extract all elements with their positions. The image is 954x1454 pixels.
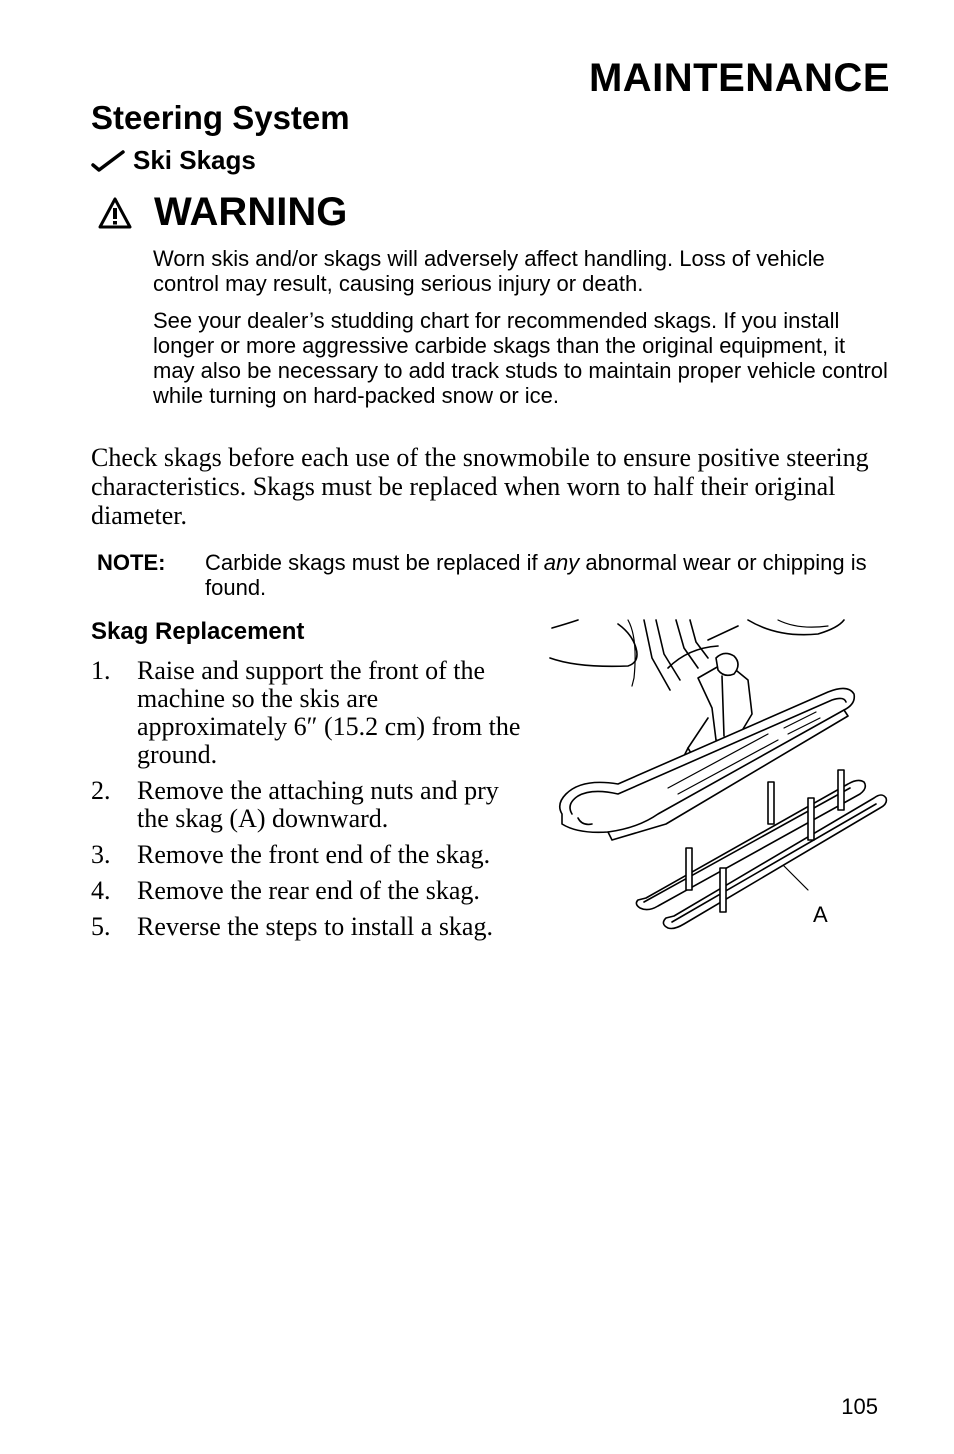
step-item	[91, 841, 531, 869]
step-number: 1.	[91, 656, 111, 685]
page-number: 105	[841, 1394, 878, 1419]
section-title: MAINTENANCE	[588, 56, 890, 100]
step-item	[91, 657, 531, 769]
step-text: Remove the front end of the skag.	[137, 840, 491, 869]
step-text: Raise and support the front of the machine so the skis are approximately 6″ (15.2 cm) from the ground.	[137, 656, 521, 769]
step-number: 2.	[91, 776, 111, 805]
note-label: NOTE:	[97, 550, 166, 575]
warning-triangle-icon	[98, 197, 132, 229]
step-text: Reverse the steps to install a skag.	[137, 912, 493, 941]
body-paragraph: Check skags before each use of the snowmobile to ensure positive steering characteristics. Skags must be replaced when worn to half their original diameter.	[91, 443, 869, 530]
warning-label: WARNING	[154, 190, 348, 234]
warning-paragraph: See your dealer’s studding chart for recommended skags. If you install longer or more aggressive carbide skags than the original equipment, it may also be necessary to add track studs to maintain proper vehicle control while turning on hard-packed snow or ice.	[153, 308, 888, 408]
step-number: 5.	[91, 912, 111, 941]
procedure-steps	[91, 657, 531, 949]
note-emphasis: any	[543, 550, 580, 575]
step-number: 3.	[91, 840, 111, 869]
ski-skag-illustration	[548, 618, 888, 948]
checkmark-icon	[91, 149, 125, 173]
step-number: 4.	[91, 876, 111, 905]
step-item	[91, 777, 531, 833]
note-text-end: abnormal wear or chipping is found.	[205, 550, 867, 600]
step-text: Remove the rear end of the skag.	[137, 876, 480, 905]
sub-heading-label: Ski Skags	[133, 145, 256, 175]
note-text	[205, 550, 885, 600]
warning-header	[98, 190, 347, 235]
page-heading: Steering System	[91, 99, 350, 136]
step-item	[91, 877, 531, 905]
step-item	[91, 913, 531, 941]
step-text: Remove the attaching nuts and pry the skag (A) downward.	[137, 776, 499, 833]
figure-callout-label: A	[813, 902, 828, 927]
note-text-start: Carbide skags must be replaced if	[205, 550, 544, 575]
sub-heading	[91, 145, 256, 176]
warning-paragraph: Worn skis and/or skags will adversely affect handling. Loss of vehicle control may result, causing serious injury or death.	[153, 246, 825, 296]
procedure-heading: Skag Replacement	[91, 618, 305, 645]
